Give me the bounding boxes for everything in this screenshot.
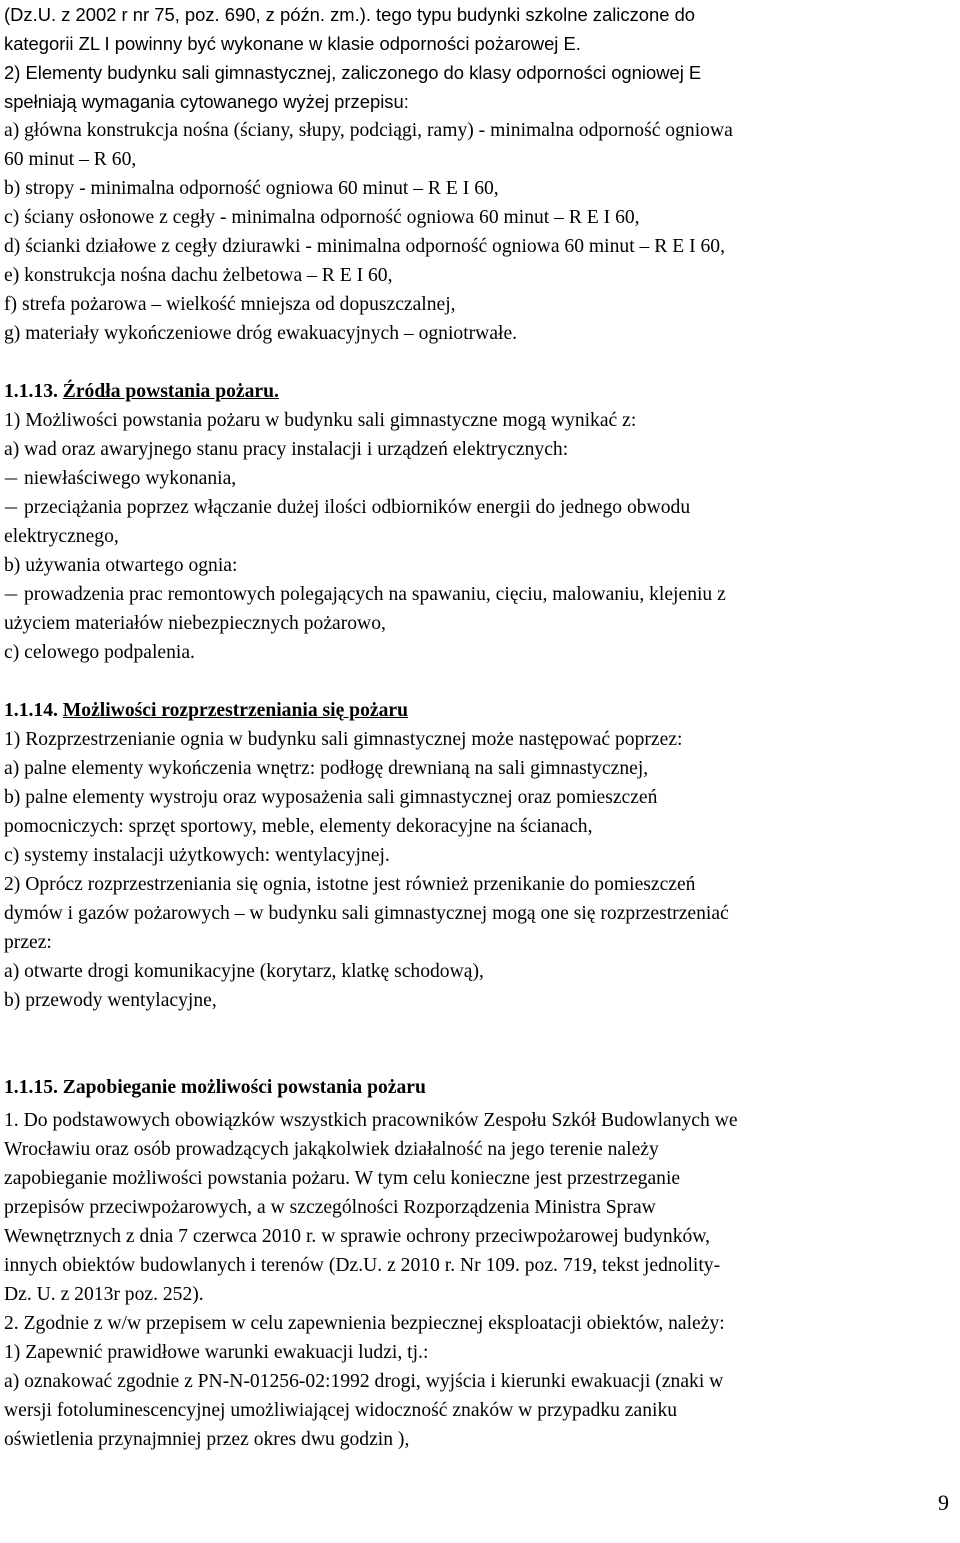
paragraph-line: przepisów przeciwpożarowych, a w szczególności Rozporządzenia Ministra Spraw [4, 1197, 656, 1218]
paragraph-line: przez: [4, 932, 52, 953]
paragraph-line: oświetlenia przynajmniej przez okres dwu godzin ), [4, 1429, 410, 1450]
dash-bullet-icon: — [4, 587, 18, 603]
paragraph-line: Wewnętrznych z dnia 7 czerwca 2010 r. w sprawie ochrony przeciwpożarowej budynków, [4, 1226, 711, 1247]
paragraph-line: Dz. U. z 2013r poz. 252). [4, 1284, 204, 1305]
section-number: 1.1.15. [4, 1077, 58, 1098]
paragraph-line: c) celowego podpalenia. [4, 642, 195, 663]
bullet-item: — niewłaściwego wykonania, [4, 464, 956, 493]
element-line: c) ściany osłonowe z cegły - minimalna odporność ogniowa 60 minut – R E I 60, [4, 207, 640, 228]
bullet-item: — przeciążania poprzez włączanie dużej ilości odbiorników energii do jednego obwodu [4, 493, 956, 522]
section-title: Źródła powstania pożaru. [62, 381, 279, 402]
page-number: 9 [938, 1490, 949, 1515]
paragraph-line: a) oznakować zgodnie z PN-N-01256-02:1992 drogi, wyjścia i kierunki ewakuacji (znaki w [4, 1371, 724, 1392]
element-line: a) główna konstrukcja nośna (ściany, słupy, podciągi, ramy) - minimalna odporność ogniowa [4, 120, 733, 141]
paragraph-line: 2. Zgodnie z w/w przepisem w celu zapewnienia bezpiecznej eksploatacji obiektów, należy: [4, 1313, 725, 1334]
dash-bullet-icon: — [4, 500, 18, 516]
intro-line: kategorii ZL I powinny być wykonane w klasie odporności pożarowej E. [4, 33, 581, 54]
document-page [4, 0, 956, 1454]
paragraph-line: 1) Zapewnić prawidłowe warunki ewakuacji ludzi, tj.: [4, 1342, 429, 1363]
paragraph-line: zapobieganie możliwości powstania pożaru. W tym celu konieczne jest przestrzeganie [4, 1168, 681, 1189]
bullet-item: — prowadzenia prac remontowych polegających na spawaniu, cięciu, malowaniu, klejeniu z [4, 580, 956, 609]
element-line: d) ścianki działowe z cegły dziurawki - minimalna odporność ogniowa 60 minut – R E I 60, [4, 236, 725, 257]
spacer [4, 1015, 956, 1073]
paragraph-line: a) palne elementy wykończenia wnętrz: podłogę drewnianą na sali gimnastycznej, [4, 758, 649, 779]
section-number: 1.1.13. [4, 381, 58, 402]
intro-line: spełniają wymagania cytowanego wyżej przepisu: [4, 91, 409, 112]
paragraph-line: wersji fotoluminescencyjnej umożliwiającej widoczność znaków w przypadku zaniku [4, 1400, 678, 1421]
dash-bullet-icon: — [4, 471, 18, 487]
element-line: b) stropy - minimalna odporność ogniowa 60 minut – R E I 60, [4, 178, 499, 199]
paragraph-line: pomocniczych: sprzęt sportowy, meble, elementy dekoracyjne na ścianach, [4, 816, 593, 837]
spacer [4, 667, 956, 696]
section-title: Zapobieganie możliwości powstania pożaru [62, 1077, 426, 1098]
paragraph-line: a) wad oraz awaryjnego stanu pracy instalacji i urządzeń elektrycznych: [4, 439, 569, 460]
paragraph-line: b) przewody wentylacyjne, [4, 990, 217, 1011]
paragraph-line: użyciem materiałów niebezpiecznych pożarowo, [4, 613, 386, 634]
paragraph-line: elektrycznego, [4, 526, 119, 547]
section-heading-1-1-13 [4, 377, 956, 406]
intro-line: (Dz.U. z 2002 r nr 75, poz. 690, z późn. zm.). tego typu budynki szkolne zaliczone do [4, 4, 696, 25]
paragraph-line: b) używania otwartego ognia: [4, 555, 238, 576]
section-number: 1.1.14. [4, 700, 58, 721]
paragraph-line: dymów i gazów pożarowych – w budynku sali gimnastycznej mogą one się rozprzestrzeniać [4, 903, 729, 924]
paragraph-line: innych obiektów budowlanych i terenów (Dz.U. z 2010 r. Nr 109. poz. 719, tekst jednolity- [4, 1255, 721, 1276]
paragraph-line: 2) Oprócz rozprzestrzeniania się ognia, istotne jest również przenikanie do pomieszczeń [4, 874, 696, 895]
paragraph-line: 1. Do podstawowych obowiązków wszystkich pracowników Zespołu Szkół Budowlanych we [4, 1110, 738, 1131]
element-line: g) materiały wykończeniowe dróg ewakuacyjnych – ogniotrwałe. [4, 323, 518, 344]
paragraph-line: 1) Rozprzestrzenianie ognia w budynku sali gimnastycznej może następować poprzez: [4, 729, 683, 750]
intro-line: 2) Elementy budynku sali gimnastycznej, zaliczonego do klasy odporności ogniowej E [4, 62, 702, 83]
paragraph-line: Wrocławiu oraz osób prowadzących jakąkolwiek działalność na jego terenie należy [4, 1139, 659, 1160]
paragraph-line: 1) Możliwości powstania pożaru w budynku sali gimnastyczne mogą wynikać z: [4, 410, 637, 431]
section-title: Możliwości rozprzestrzeniania się pożaru [62, 700, 408, 721]
paragraph-line: b) palne elementy wystroju oraz wyposażenia sali gimnastycznej oraz pomieszczeń [4, 787, 658, 808]
section-heading-1-1-15 [4, 1073, 956, 1102]
element-line: e) konstrukcja nośna dachu żelbetowa – R E I 60, [4, 265, 393, 286]
element-line: 60 minut – R 60, [4, 149, 137, 170]
paragraph-line: c) systemy instalacji użytkowych: wentylacyjnej. [4, 845, 390, 866]
element-line: f) strefa pożarowa – wielkość mniejsza od dopuszczalnej, [4, 294, 456, 315]
paragraph-line: a) otwarte drogi komunikacyjne (korytarz, klatkę schodową), [4, 961, 484, 982]
section-heading-1-1-14 [4, 696, 956, 725]
spacer [4, 348, 956, 377]
